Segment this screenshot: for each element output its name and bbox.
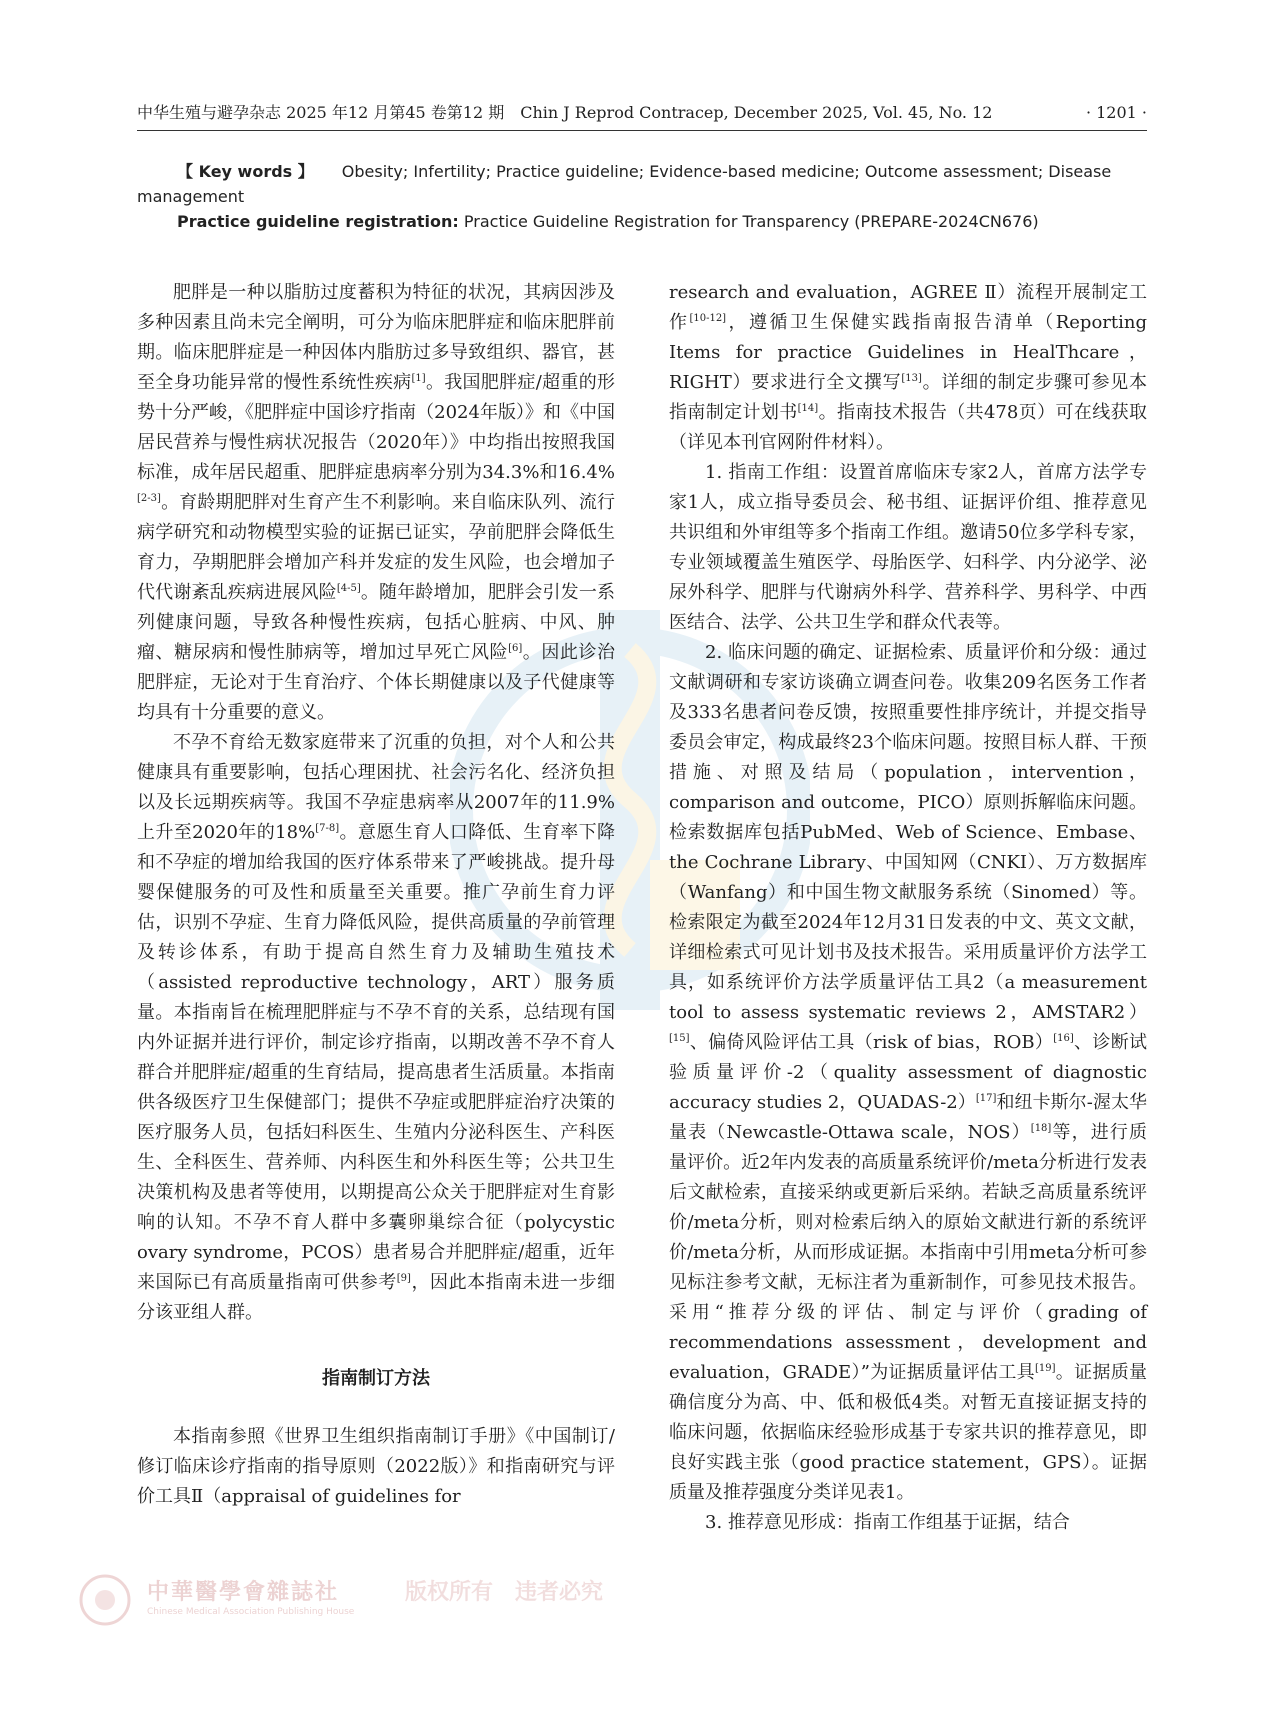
registration-line [177, 209, 1147, 234]
publisher-logo-icon [75, 1573, 135, 1627]
citation-ref: [19] [1034, 1363, 1056, 1374]
copyright-slogan: 版权所有 违者必究 [405, 1580, 604, 1605]
intro-paragraph-infertility: 不孕不育给无数家庭带来了沉重的负担，对个人和公共健康具有重要影响，包括心理困扰、社会污名化、经济负担以及长远期疾病等。我国不孕症患病率从2007年的11.9%上升至2020年的18%[7-8]。意愿生育人口降低、生育率下降和不孕症的增加给我国的医疗体系带来了严峻挑战。提升母婴保健服务的可及性和质量至关重要。推广孕前生育力评估，识别不孕症、生育力降低风险，提供高质量的孕前管理及转诊体系，有助于提高自然生育力及辅助生殖技术（assisted reproductive technology，ART）服务质量。本指南旨在梳理肥胖症与不孕不育的关系，总结现有国内外证据并进行评价，制定诊疗指南，以期改善不孕不育人群合并肥胖症/超重的生育结局，提高患者生活质量。本指南供各级医疗卫生保健部门；提供不孕症或肥胖症治疗决策的医疗服务人员，包括妇科医生、生殖内分泌科医生、产科医生、全科医生、营养师、内科医生和外科医生等；公共卫生决策机构及患者等使用，以期提高公众关于肥胖症对生育影响的认知。不孕不育人群中多囊卵巢综合征（polycystic ovary syndrome，PCOS）患者易合并肥胖症/超重，近年来国际已有高质量指南可供参考[9]，因此本指南未进一步细分该亚组人群。 [137, 732, 616, 1323]
citation-ref: [7-8] [315, 823, 340, 834]
journal-citation: 中华生殖与避孕杂志 2025 年12 月第45 卷第12 期 Chin J Reprod Contracep, December 2025, Vol. 45, No. 12 [137, 103, 993, 122]
citation-ref: [13] [901, 373, 922, 384]
methods-paragraph-intro: 本指南参照《世界卫生组织指南制订手册》《中国制订/修订临床诊疗指南的指导原则（2022版）》和指南研究与评价工具Ⅱ（appraisal of guidelines for [137, 1426, 615, 1507]
registration-text: Practice Guideline Registration for Transparency (PREPARE-2024CN676) [458, 212, 1039, 231]
methods-step-1: 1. 指南工作组：设置首席临床专家2人，首席方法学专家1人，成立指导委员会、秘书组、证据评价组、推荐意见共识组和外审组等多个指南工作组。邀请50位多学科专家，专业领域覆盖生殖医学、母胎医学、妇科学、内分泌学、泌尿外科学、肥胖与代谢病外科学、营养科学、男科学、中西医结合、法学、公共卫生学和群众代表等。 [669, 462, 1147, 633]
citation-ref: [17] [975, 1093, 997, 1104]
citation-ref: [18] [1030, 1123, 1052, 1134]
right-column [669, 278, 1147, 1538]
methods-step-3: 3. 推荐意见形成：指南工作组基于证据，结合 [705, 1512, 1070, 1533]
keywords-text: Obesity; Infertility; Practice guideline; Evidence-based medicine; Outcome assessment; Disease management [137, 162, 1112, 206]
registration-label: Practice guideline registration: [177, 212, 459, 231]
citation-ref: [1] [411, 373, 426, 384]
methods-step-2: 2. 临床问题的确定、证据检索、质量评价和分级：通过文献调研和专家访谈确立调查问卷。收集209名医务工作者及333名患者问卷反馈，按照重要性排序统计，并提交指导委员会审定，构成最终23个临床问题。按照目标人群、干预措施、对照及结局（population，intervention，comparison and outcome，PICO）原则拆解临床问题。检索数据库包括PubMed、Web of Science、Embase、the Cochrane Library、中国知网（CNKI）、万方数据库（Wanfang）和中国生物文献服务系统（Sinomed）等。检索限定为截至2024年12月31日发表的中文、英文文献，详细检索式可见计划书及技术报告。采用质量评价方法学工具，如系统评价方法学质量评估工具2（a measurement tool to assess systematic reviews 2，AMSTAR2）[15]、偏倚风险评估工具（risk of bias，ROB）[16]、诊断试验质量评价-2（quality assessment of diagnostic accuracy studies 2，QUADAS-2）[17]和纽卡斯尔-渥太华量表（Newcastle-Ottawa scale，NOS）[18]等，进行质量评价。近2年内发表的高质量系统评价/meta分析进行发表后文献检索，直接采纳或更新后采纳。若缺乏高质量系统评价/meta分析，则对检索后纳入的原始文献进行新的系统评价/meta分析，从而形成证据。本指南中引用meta分析可参见标注参考文献，无标注者为重新制作，可参见技术报告。采用“推荐分级的评估、制定与评价（grading of recommendations assessment，development and evaluation，GRADE）”为证据质量评估工具[19]。证据质量确信度分为高、中、低和极低4类。对暂无直接证据支持的临床问题，依据临床经验形成基于专家共识的推荐意见，即良好实践主张（good practice statement，GPS）。证据质量及推荐强度分类详见表1。 [669, 642, 1148, 1503]
left-column [137, 278, 615, 1512]
publisher-name-cn: 中華醫學會雜誌社 [147, 1580, 340, 1605]
citation-ref: [15] [669, 1033, 690, 1044]
running-header [137, 102, 1147, 136]
keywords-block [137, 159, 1147, 234]
citation-ref: [2-3] [137, 493, 161, 504]
citation-ref: [10-12] [689, 313, 727, 324]
citation-ref: [4-5] [336, 583, 361, 594]
citation-ref: [16] [1053, 1033, 1074, 1044]
publisher-name-en: Chinese Medical Association Publishing House [147, 1607, 355, 1617]
citation-ref: [6] [508, 643, 523, 654]
section-heading-methods: 指南制订方法 [322, 1368, 430, 1389]
keywords-label: 【 Key words 】 [177, 162, 314, 181]
methods-paragraph-continued: research and evaluation，AGREE Ⅱ）流程开展制定工作[10-12]，遵循卫生保健实践指南报告清单（Reporting Items for practice Guidelines in HealThcare，RIGHT）要求进行全文撰写[13]。详细的制定步骤可参见本指南制定计划书[14]。指南技术报告（共478页）可在线获取（详见本刊官网附件材料）。 [669, 282, 1147, 453]
page-number: · 1201 · [1085, 103, 1147, 122]
intro-paragraph-obesity: 肥胖是一种以脂肪过度蓄积为特征的状况，其病因涉及多种因素且尚未完全阐明，可分为临床肥胖症和临床肥胖前期。临床肥胖症是一种因体内脂肪过多导致组织、器官，甚至全身功能异常的慢性系统性疾病[1]。我国肥胖症/超重的形势十分严峻，《肥胖症中国诊疗指南（2024年版）》和《中国居民营养与慢性病状况报告（2020年）》中均指出按照我国标准，成年居民超重、肥胖症患病率分别为34.3%和16.4%[2-3]。育龄期肥胖对生育产生不利影响。来自临床队列、流行病学研究和动物模型实验的证据已证实，孕前肥胖会降低生育力，孕期肥胖会增加产科并发症的发生风险，也会增加子代代谢紊乱疾病进展风险[4-5]。随年龄增加，肥胖会引发一系列健康问题，导致各种慢性疾病，包括心脏病、中风、肿瘤、糖尿病和慢性肺病等，增加过早死亡风险[6]。因此诊治肥胖症，无论对于生育治疗、个体长期健康以及子代健康等均具有十分重要的意义。 [137, 282, 616, 723]
publisher-watermark [75, 1573, 604, 1627]
citation-ref: [9] [396, 1273, 411, 1284]
citation-ref: [14] [797, 403, 819, 414]
header-rule [137, 130, 1147, 131]
